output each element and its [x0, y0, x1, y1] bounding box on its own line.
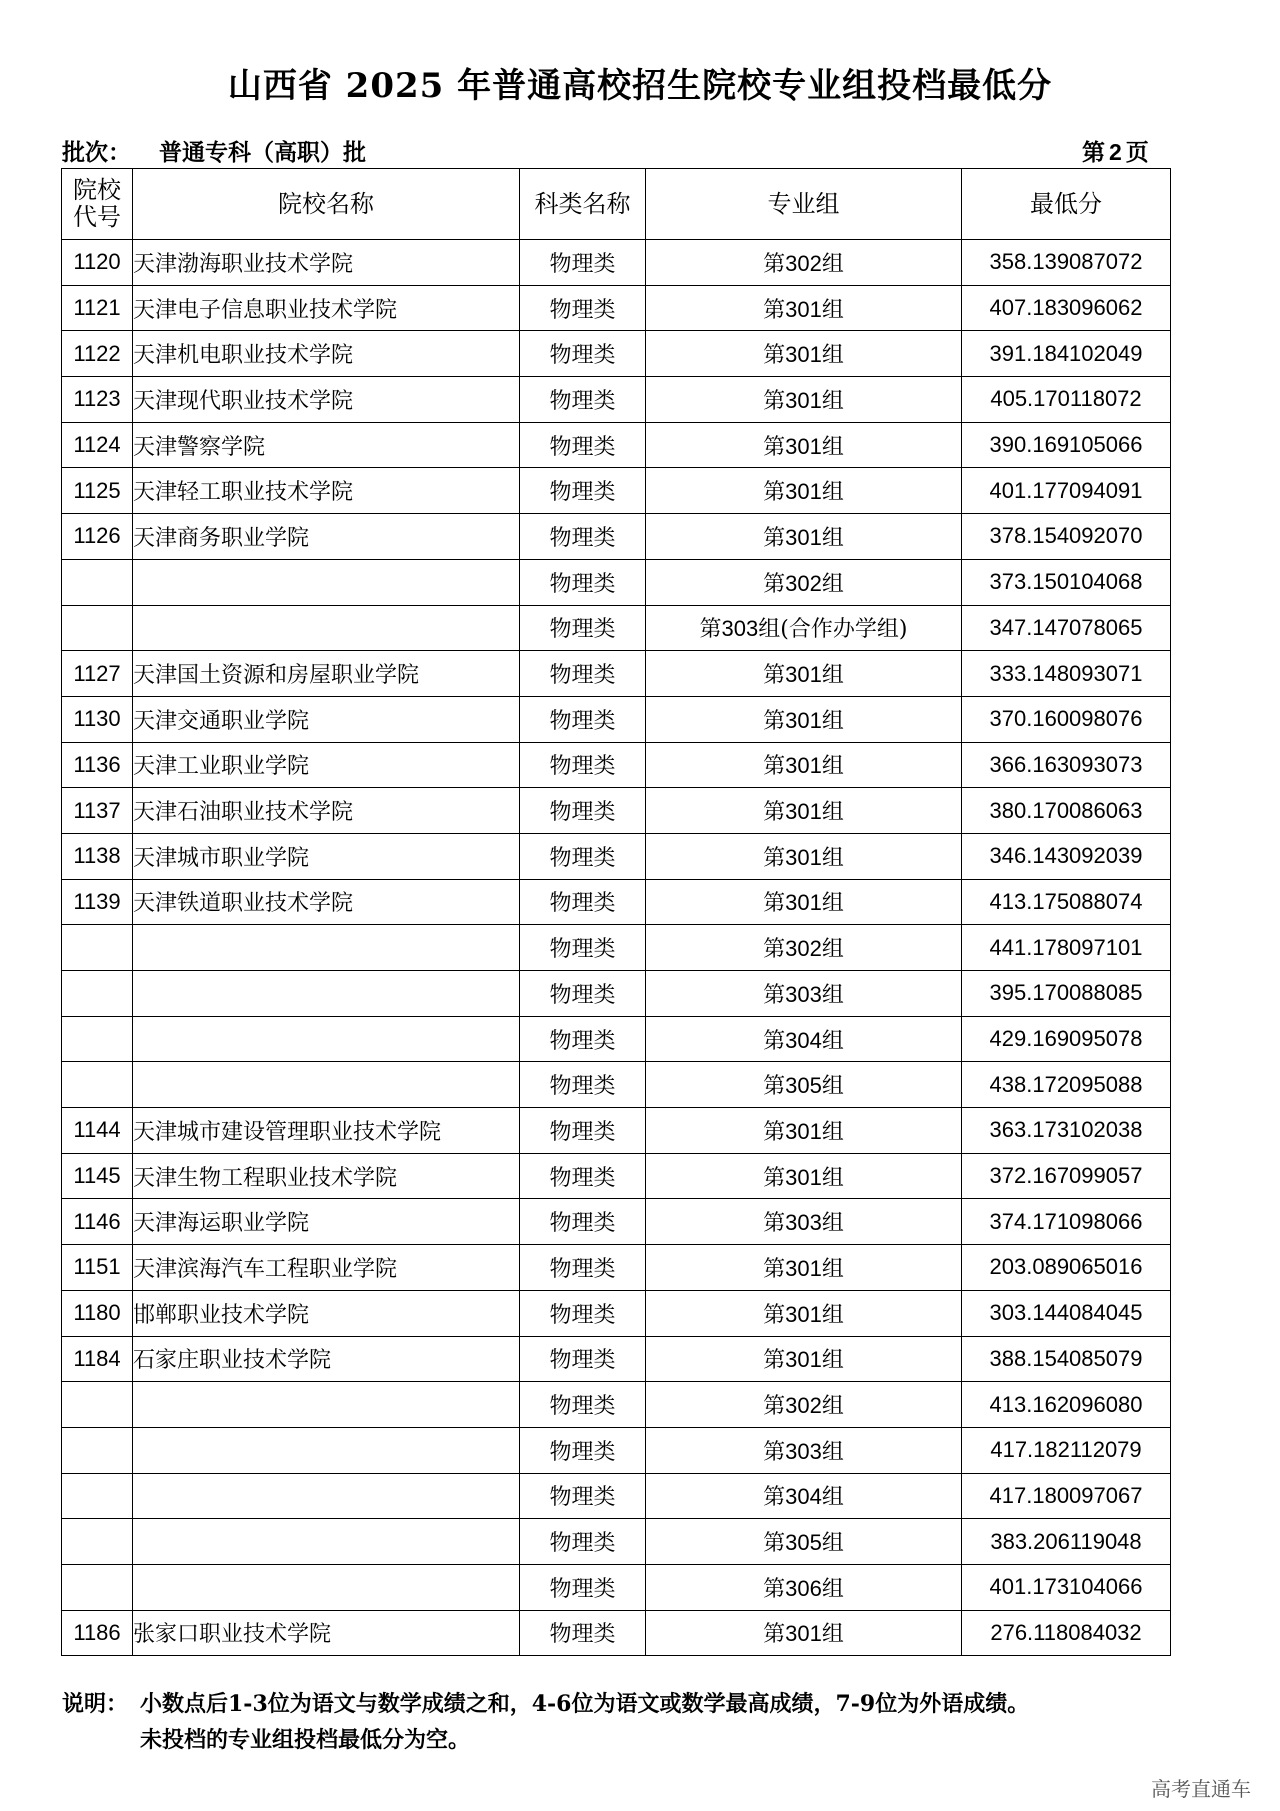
group-number: 第304 — [763, 1027, 822, 1053]
table-row — [62, 651, 1171, 697]
cell-name: 天津滨海汽车工程职业学院 — [133, 1245, 520, 1291]
cell-code: 1139 — [62, 879, 133, 925]
cell-group — [646, 651, 962, 697]
cell-category: 物理类 — [520, 468, 646, 514]
group-number: 第303 — [763, 981, 822, 1007]
cell-score: 401.173104066 — [962, 1564, 1171, 1610]
cell-name: 天津交通职业学院 — [133, 696, 520, 742]
table-body — [62, 240, 1171, 1656]
cell-category: 物理类 — [520, 1062, 646, 1108]
cell-code — [62, 1427, 133, 1473]
cell-score: 407.183096062 — [962, 285, 1171, 331]
cell-code: 1126 — [62, 514, 133, 560]
cell-group — [646, 742, 962, 788]
cell-group — [646, 514, 962, 560]
cell-score: 203.089065016 — [962, 1245, 1171, 1291]
cell-name: 天津城市职业学院 — [133, 833, 520, 879]
cell-name: 天津商务职业学院 — [133, 514, 520, 560]
cell-score: 438.172095088 — [962, 1062, 1171, 1108]
group-number: 第301 — [763, 524, 822, 550]
cell-name: 天津海运职业学院 — [133, 1199, 520, 1245]
table-row — [62, 1153, 1171, 1199]
cell-code: 1136 — [62, 742, 133, 788]
table-row — [62, 1564, 1171, 1610]
table-row — [62, 1610, 1171, 1656]
table-row — [62, 1199, 1171, 1245]
cell-group — [646, 1108, 962, 1154]
cell-category: 物理类 — [520, 971, 646, 1017]
cell-category: 物理类 — [520, 1199, 646, 1245]
table-row — [62, 559, 1171, 605]
group-suffix: 组 — [821, 1576, 844, 1602]
cell-score: 303.144084045 — [962, 1290, 1171, 1336]
table-row — [62, 696, 1171, 742]
cell-group — [646, 1245, 962, 1291]
group-suffix: 组 — [821, 663, 844, 689]
cell-code: 1123 — [62, 377, 133, 423]
table-row — [62, 240, 1171, 286]
table-row — [62, 1062, 1171, 1108]
page-title: 山西省 2025 年普通高校招生院校专业组投档最低分 — [227, 66, 1053, 106]
cell-category: 物理类 — [520, 1016, 646, 1062]
cell-group — [646, 377, 962, 423]
cell-code: 1145 — [62, 1153, 133, 1199]
cell-category: 物理类 — [520, 1336, 646, 1382]
batch-value: 普通专科（高职）批 — [159, 139, 366, 166]
cell-category: 物理类 — [520, 605, 646, 651]
group-suffix: 组 — [821, 1348, 844, 1374]
cell-group — [646, 1153, 962, 1199]
table-row — [62, 1519, 1171, 1565]
group-suffix: 组 — [821, 754, 844, 780]
cell-name: 天津国土资源和房屋职业学院 — [133, 651, 520, 697]
table-row — [62, 1473, 1171, 1519]
cell-category: 物理类 — [520, 1290, 646, 1336]
group-number: 第305 — [763, 1530, 822, 1556]
group-number: 第302 — [763, 1393, 822, 1419]
table-row — [62, 1336, 1171, 1382]
cell-category: 物理类 — [520, 377, 646, 423]
group-number: 第301 — [763, 1301, 822, 1327]
cell-score: 378.154092070 — [962, 514, 1171, 560]
cell-name: 天津轻工职业技术学院 — [133, 468, 520, 514]
cell-score: 395.170088085 — [962, 971, 1171, 1017]
page-number — [1082, 134, 1149, 167]
group-suffix: 组 — [821, 1302, 844, 1328]
cell-code — [62, 1062, 133, 1108]
group-suffix: 组 — [821, 1119, 844, 1145]
footnote-line-1 — [62, 1686, 1029, 1722]
cell-name: 石家庄职业技术学院 — [133, 1336, 520, 1382]
cell-name: 天津现代职业技术学院 — [133, 377, 520, 423]
cell-code — [62, 925, 133, 971]
group-suffix: 组 — [821, 343, 844, 369]
group-suffix: 组 — [821, 1256, 844, 1282]
cell-name: 天津工业职业学院 — [133, 742, 520, 788]
group-number: 第301 — [763, 662, 822, 688]
group-suffix: 组 — [821, 1165, 844, 1191]
cell-group — [646, 468, 962, 514]
cell-group — [646, 240, 962, 286]
cell-group — [646, 605, 962, 651]
cell-name — [133, 605, 520, 651]
group-number: 第301 — [763, 1118, 822, 1144]
group-suffix: 组 — [821, 1531, 844, 1557]
table-row — [62, 514, 1171, 560]
page-prefix: 第 — [1082, 139, 1105, 166]
cell-code: 1130 — [62, 696, 133, 742]
cell-code — [62, 559, 133, 605]
cell-name: 邯郸职业技术学院 — [133, 1290, 520, 1336]
cell-code: 1146 — [62, 1199, 133, 1245]
cell-name — [133, 1564, 520, 1610]
cell-score: 370.160098076 — [962, 696, 1171, 742]
group-suffix: 组 — [821, 1211, 844, 1237]
cell-group — [646, 833, 962, 879]
cell-category: 物理类 — [520, 331, 646, 377]
table-row — [62, 971, 1171, 1017]
cell-group — [646, 1290, 962, 1336]
cell-category: 物理类 — [520, 925, 646, 971]
cell-score: 391.184102049 — [962, 331, 1171, 377]
cell-category: 物理类 — [520, 559, 646, 605]
cell-category: 物理类 — [520, 1473, 646, 1519]
footnote-label: 说明： — [62, 1691, 129, 1717]
cell-name: 天津渤海职业技术学院 — [133, 240, 520, 286]
cell-name: 张家口职业技术学院 — [133, 1610, 520, 1656]
cell-code: 1127 — [62, 651, 133, 697]
cell-group — [646, 971, 962, 1017]
cell-name — [133, 1016, 520, 1062]
group-number: 第301 — [763, 296, 822, 322]
cell-group — [646, 1382, 962, 1428]
group-suffix: 组 — [821, 891, 844, 917]
group-number: 第301 — [763, 1255, 822, 1281]
table-row — [62, 788, 1171, 834]
footnote-text-1: 小数点后1-3位为语文与数学成绩之和，4-6位为语文或数学最高成绩，7-9位为外语成绩。 — [140, 1691, 1030, 1717]
cell-category: 物理类 — [520, 1564, 646, 1610]
cell-score: 347.147078065 — [962, 605, 1171, 651]
batch-info — [62, 134, 366, 167]
cell-category: 物理类 — [520, 1382, 646, 1428]
cell-category: 物理类 — [520, 1427, 646, 1473]
table-row — [62, 285, 1171, 331]
cell-category: 物理类 — [520, 422, 646, 468]
cell-name: 天津石油职业技术学院 — [133, 788, 520, 834]
cell-group — [646, 925, 962, 971]
table-row — [62, 377, 1171, 423]
cell-category: 物理类 — [520, 742, 646, 788]
cell-code: 1124 — [62, 422, 133, 468]
cell-score: 333.148093071 — [962, 651, 1171, 697]
cell-score: 405.170118072 — [962, 377, 1171, 423]
cell-score: 276.118084032 — [962, 1610, 1171, 1656]
batch-label: 批次： — [62, 139, 131, 166]
cell-code: 1151 — [62, 1245, 133, 1291]
cell-category: 物理类 — [520, 788, 646, 834]
table-row — [62, 1016, 1171, 1062]
group-number: 第302 — [763, 936, 822, 962]
group-suffix: 组 — [821, 480, 844, 506]
table-row — [62, 331, 1171, 377]
cell-group — [646, 788, 962, 834]
cell-name — [133, 1519, 520, 1565]
header-score: 最低分 — [962, 169, 1171, 240]
footnote — [62, 1686, 1029, 1758]
footnote-text-2: 未投档的专业组投档最低分为空。 — [140, 1727, 471, 1753]
group-number: 第301 — [763, 342, 822, 368]
group-suffix: 组 — [821, 708, 844, 734]
group-suffix: 组 — [821, 251, 844, 277]
table-header-row — [62, 169, 1171, 240]
cell-category: 物理类 — [520, 879, 646, 925]
cell-score: 413.162096080 — [962, 1382, 1171, 1428]
cell-code — [62, 1473, 133, 1519]
group-number: 第301 — [763, 707, 822, 733]
group-number: 第301 — [763, 799, 822, 825]
cell-code — [62, 605, 133, 651]
table-row — [62, 925, 1171, 971]
header-code — [62, 169, 133, 240]
group-number: 第306 — [763, 1575, 822, 1601]
cell-name — [133, 925, 520, 971]
cell-name — [133, 1427, 520, 1473]
table-row — [62, 1290, 1171, 1336]
cell-code — [62, 1016, 133, 1062]
cell-category: 物理类 — [520, 240, 646, 286]
group-number: 第303 — [699, 616, 759, 642]
group-number: 第301 — [763, 1164, 822, 1190]
table-row — [62, 605, 1171, 651]
cell-code: 1125 — [62, 468, 133, 514]
table-row — [62, 468, 1171, 514]
group-number: 第301 — [763, 1621, 822, 1647]
group-suffix: 组 — [821, 434, 844, 460]
group-number: 第304 — [763, 1484, 822, 1510]
cell-name — [133, 971, 520, 1017]
cell-score: 374.171098066 — [962, 1199, 1171, 1245]
group-number: 第301 — [763, 753, 822, 779]
cell-group — [646, 879, 962, 925]
cell-score: 372.167099057 — [962, 1153, 1171, 1199]
cell-name — [133, 559, 520, 605]
group-suffix: 组 — [821, 1394, 844, 1420]
cell-name: 天津城市建设管理职业技术学院 — [133, 1108, 520, 1154]
cell-group — [646, 1564, 962, 1610]
group-number: 第302 — [763, 570, 822, 596]
table-row — [62, 422, 1171, 468]
cell-name — [133, 1382, 520, 1428]
cell-category: 物理类 — [520, 1245, 646, 1291]
cell-score: 366.163093073 — [962, 742, 1171, 788]
cell-code — [62, 1564, 133, 1610]
cell-category: 物理类 — [520, 1108, 646, 1154]
table-row — [62, 833, 1171, 879]
cell-score: 390.169105066 — [962, 422, 1171, 468]
table-row — [62, 1245, 1171, 1291]
cell-category: 物理类 — [520, 514, 646, 560]
cell-score: 358.139087072 — [962, 240, 1171, 286]
page-number-value: 2 — [1109, 139, 1122, 165]
cell-score: 373.150104068 — [962, 559, 1171, 605]
cell-code — [62, 1519, 133, 1565]
group-suffix: 组 — [821, 1439, 844, 1465]
group-suffix: 组 — [821, 297, 844, 323]
group-number: 第301 — [763, 844, 822, 870]
cell-name — [133, 1062, 520, 1108]
cell-code: 1180 — [62, 1290, 133, 1336]
cell-category: 物理类 — [520, 1610, 646, 1656]
cell-category: 物理类 — [520, 285, 646, 331]
cell-group — [646, 1473, 962, 1519]
table-row — [62, 742, 1171, 788]
watermark: 高考直通车 — [1151, 1777, 1251, 1801]
group-suffix: 组 — [821, 571, 844, 597]
table-row — [62, 879, 1171, 925]
cell-score: 417.180097067 — [962, 1473, 1171, 1519]
group-suffix: 组(合作办学组) — [758, 617, 908, 643]
cell-score: 441.178097101 — [962, 925, 1171, 971]
header-category: 科类名称 — [520, 169, 646, 240]
cell-code: 1144 — [62, 1108, 133, 1154]
group-suffix: 组 — [821, 388, 844, 414]
cell-code: 1121 — [62, 285, 133, 331]
cell-code: 1122 — [62, 331, 133, 377]
cell-category: 物理类 — [520, 1519, 646, 1565]
header-group: 专业组 — [646, 169, 962, 240]
group-number: 第302 — [763, 250, 822, 276]
group-number: 第303 — [763, 1438, 822, 1464]
cell-score: 417.182112079 — [962, 1427, 1171, 1473]
table-row — [62, 1427, 1171, 1473]
cell-category: 物理类 — [520, 1153, 646, 1199]
cell-group — [646, 1199, 962, 1245]
cell-category: 物理类 — [520, 833, 646, 879]
cell-score: 383.206119048 — [962, 1519, 1171, 1565]
cell-group — [646, 1610, 962, 1656]
group-suffix: 组 — [821, 800, 844, 826]
cell-name: 天津电子信息职业技术学院 — [133, 285, 520, 331]
group-suffix: 组 — [821, 1485, 844, 1511]
cell-score: 413.175088074 — [962, 879, 1171, 925]
group-suffix: 组 — [821, 1074, 844, 1100]
page-suffix: 页 — [1125, 139, 1149, 166]
cell-group — [646, 1336, 962, 1382]
group-suffix: 组 — [821, 982, 844, 1008]
cell-score: 346.143092039 — [962, 833, 1171, 879]
group-number: 第301 — [763, 479, 822, 505]
cell-group — [646, 696, 962, 742]
cell-group — [646, 559, 962, 605]
cell-name: 天津警察学院 — [133, 422, 520, 468]
group-number: 第301 — [763, 387, 822, 413]
group-number: 第305 — [763, 1073, 822, 1099]
cell-group — [646, 1519, 962, 1565]
cell-name — [133, 1473, 520, 1519]
group-number: 第301 — [763, 433, 822, 459]
group-suffix: 组 — [821, 937, 844, 963]
cell-score: 380.170086063 — [962, 788, 1171, 834]
cell-name: 天津生物工程职业技术学院 — [133, 1153, 520, 1199]
table-row — [62, 1108, 1171, 1154]
group-number: 第303 — [763, 1210, 822, 1236]
cell-code: 1120 — [62, 240, 133, 286]
header-code-text: 院校代号 — [73, 176, 121, 231]
cell-group — [646, 285, 962, 331]
group-suffix: 组 — [821, 1622, 844, 1648]
group-suffix: 组 — [821, 845, 844, 871]
cell-code: 1186 — [62, 1610, 133, 1656]
cell-code: 1137 — [62, 788, 133, 834]
table-row — [62, 1382, 1171, 1428]
cell-score: 388.154085079 — [962, 1336, 1171, 1382]
cell-code — [62, 971, 133, 1017]
cell-name: 天津铁道职业技术学院 — [133, 879, 520, 925]
cell-score: 363.173102038 — [962, 1108, 1171, 1154]
cell-name: 天津机电职业技术学院 — [133, 331, 520, 377]
cell-score: 401.177094091 — [962, 468, 1171, 514]
cell-group — [646, 1062, 962, 1108]
cell-code: 1138 — [62, 833, 133, 879]
header-name: 院校名称 — [133, 169, 520, 240]
cell-category: 物理类 — [520, 696, 646, 742]
cell-code: 1184 — [62, 1336, 133, 1382]
group-number: 第301 — [763, 890, 822, 916]
cell-group — [646, 1427, 962, 1473]
cell-code — [62, 1382, 133, 1428]
group-suffix: 组 — [821, 525, 844, 551]
score-table — [61, 168, 1171, 1656]
cell-group — [646, 1016, 962, 1062]
cell-group — [646, 331, 962, 377]
cell-score: 429.169095078 — [962, 1016, 1171, 1062]
group-number: 第301 — [763, 1347, 822, 1373]
group-suffix: 组 — [821, 1028, 844, 1054]
cell-group — [646, 422, 962, 468]
cell-category: 物理类 — [520, 651, 646, 697]
